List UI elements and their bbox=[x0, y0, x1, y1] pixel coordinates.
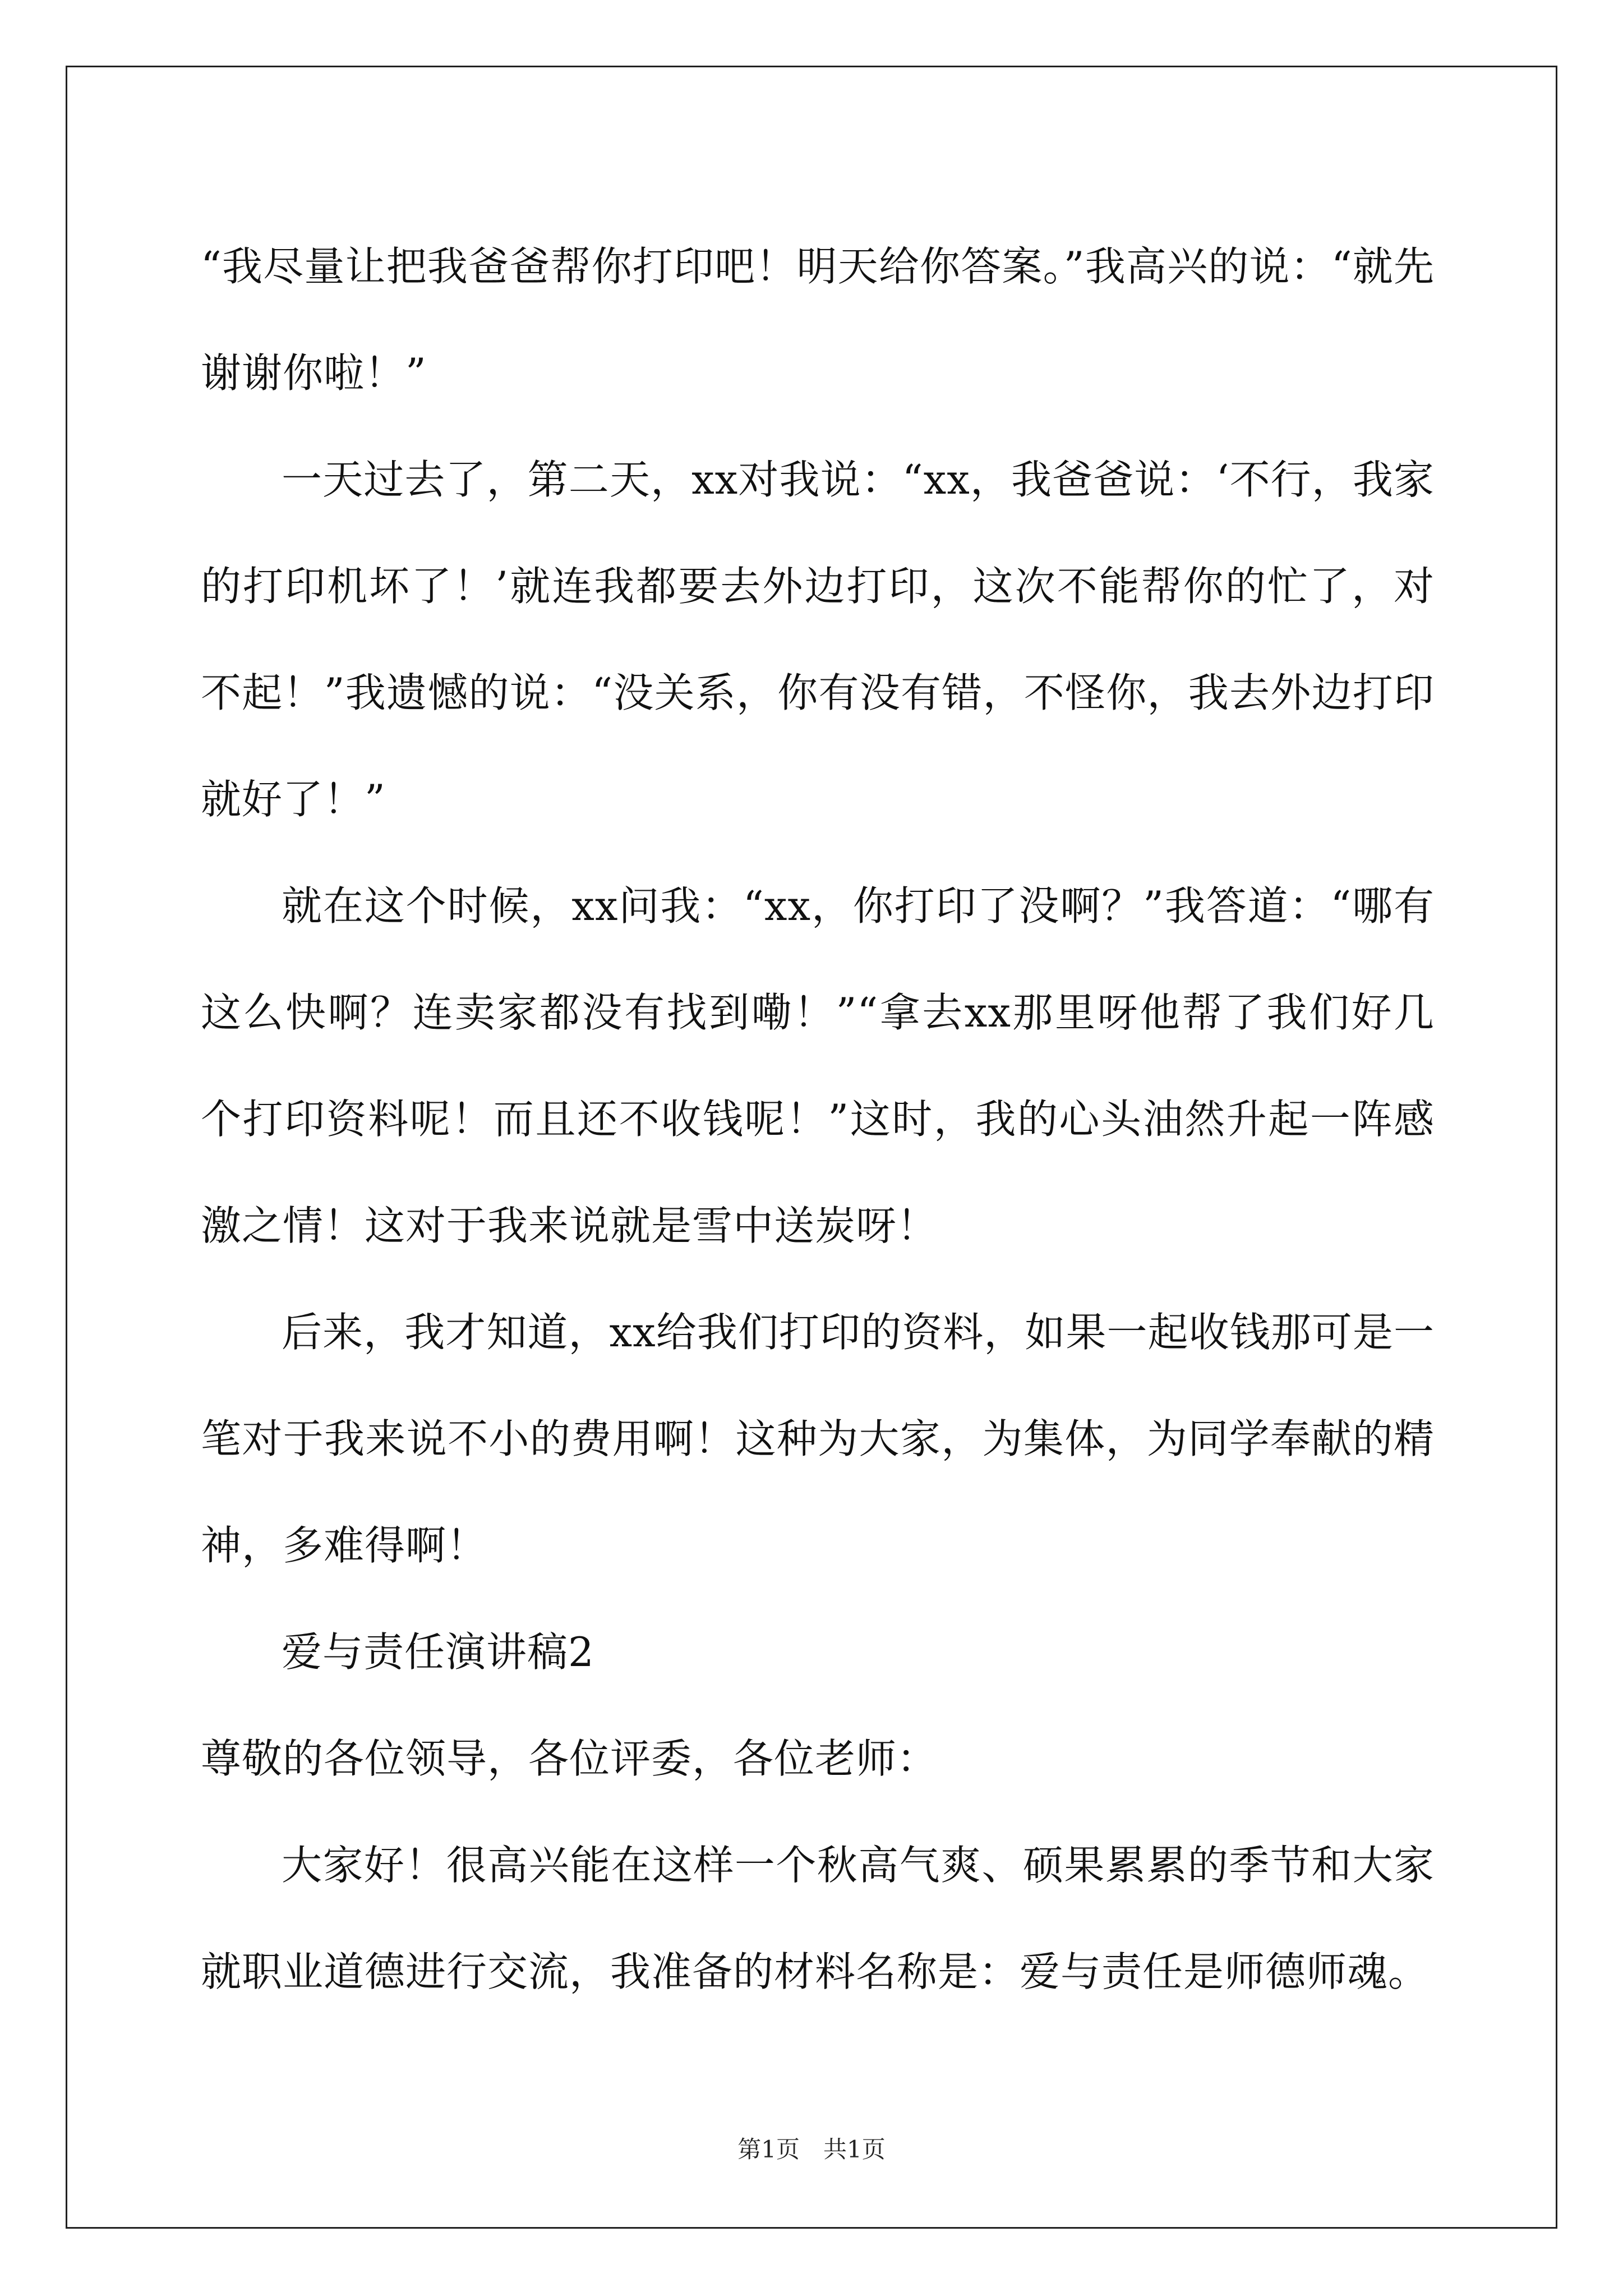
paragraph-1: “我尽量让把我爸爸帮你打印吧！明天给你答案。”我高兴的说：“就先谢谢你啦！” bbox=[201, 243, 1435, 397]
document-body bbox=[201, 213, 1435, 2025]
paragraph-2: 一天过去了，第二天，xx对我说：“xx，我爸爸说：‘不行，我家的打印机坏了！’就连我都要去外边打印，这次不能帮你的忙了，对不起！”我遗憾的说：“没关系，你有没有错，不怪你，我去外边打印就好了！” bbox=[201, 456, 1435, 823]
section-heading: 爱与责任演讲稿2 bbox=[282, 1628, 594, 1676]
salutation: 尊敬的各位领导，各位评委，各位老师： bbox=[201, 1735, 938, 1782]
paragraph-5: 大家好！很高兴能在这样一个秋高气爽、硕果累累的季节和大家就职业道德进行交流，我准备的材料名称是：爱与责任是师德师魂。 bbox=[201, 1842, 1435, 1995]
page-total: 共1页 bbox=[823, 2136, 886, 2163]
page-footer bbox=[0, 2133, 1623, 2166]
page-number: 第1页 bbox=[737, 2136, 800, 2163]
paragraph-4: 后来，我才知道，xx给我们打印的资料，如果一起收钱那可是一笔对于我来说不小的费用啊！这种为大家，为集体，为同学奉献的精神，多难得啊！ bbox=[201, 1309, 1435, 1569]
paragraph-3: 就在这个时候，xx问我：“xx，你打印了没啊？”我答道：“哪有这么快啊？连卖家都没有找到嘞！”“拿去xx那里呀他帮了我们好几个打印资料呢！而且还不收钱呢！”这时，我的心头油然升起一阵感激之情！这对于我来说就是雪中送炭呀！ bbox=[201, 882, 1435, 1249]
